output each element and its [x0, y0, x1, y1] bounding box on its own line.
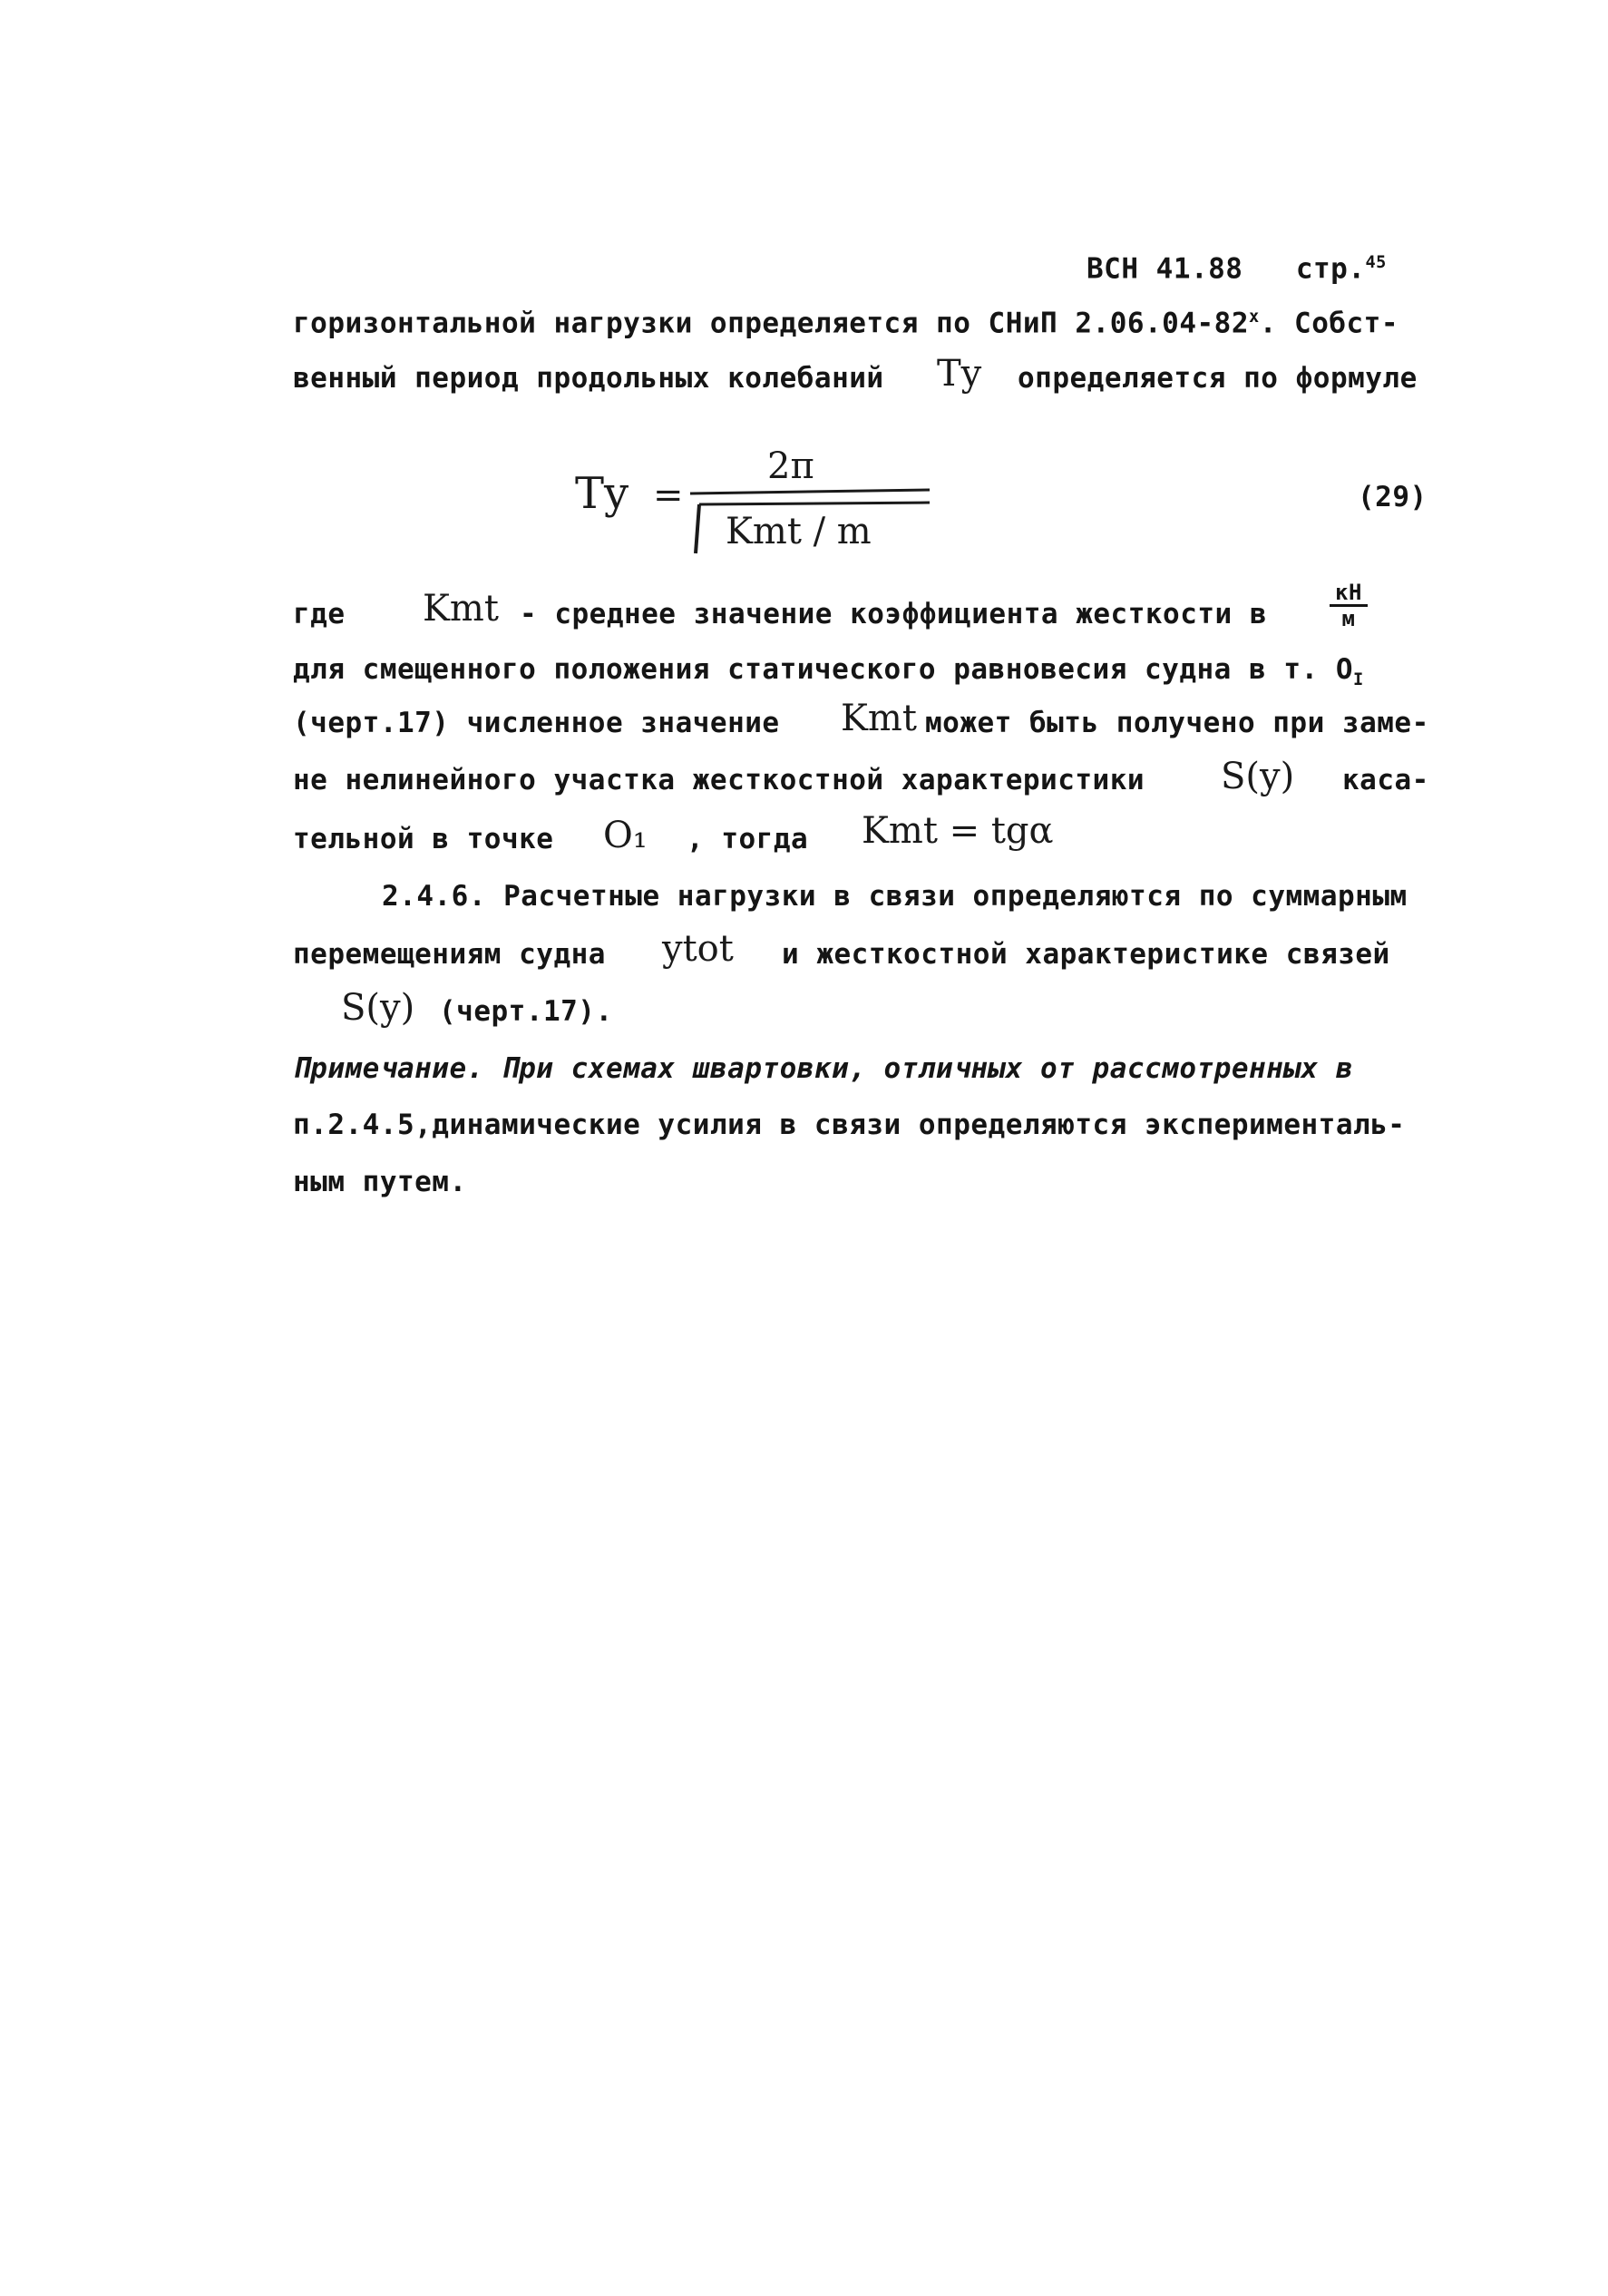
symbol-Sy: S(y): [1221, 756, 1295, 797]
symbol-Sy-2: S(y): [341, 987, 415, 1029]
symbol-Ty: Ty: [937, 353, 982, 395]
formula-numerator: 2π: [767, 445, 814, 487]
radical-bar: [699, 503, 930, 504]
note-line-1: Примечание. При схемах швартовки, отличных от рассмотренных в: [293, 1052, 1353, 1085]
expr-Kmt-tg-alpha: Kmt = tgα: [862, 810, 1054, 852]
radical-sign: [696, 504, 699, 553]
section-line-3: (черт.17).: [439, 995, 613, 1028]
where-line-2: для смещенного положения статического равновесия судна в т. $O_I$: [293, 653, 1364, 690]
where-line-4b: каса-: [1342, 764, 1429, 796]
section-line-2b: и жесткостной характеристике связей: [782, 938, 1390, 971]
where-line-4a: не нелинейного участка жесткостной характеристики: [293, 764, 1145, 796]
section-line-1: 2.4.6. Расчетные нагрузки в связи определяются по суммарным: [382, 880, 1408, 913]
page-header: [1087, 245, 1387, 287]
formula-lhs: Ty: [575, 468, 629, 519]
where-line-1: - среднее значение коэффициента жесткости в: [520, 598, 1268, 630]
intro-line-2: венный период продольных колебаний: [293, 362, 884, 395]
intro-line-1: горизонтальной нагрузки определяется по СНиП $2.06.04-82^х$. Собст-: [293, 307, 1399, 340]
where-line-5a: тельной в точке: [293, 823, 554, 855]
where-line-1-label: где: [293, 598, 346, 630]
formula-denominator: Kmt / m: [726, 511, 872, 552]
doc-code: ВСН 41.88: [1087, 252, 1243, 286]
page-number: 45: [1365, 253, 1387, 272]
symbol-Kmt-2: Kmt: [841, 698, 917, 739]
intro-line-2-end: определяется по формуле: [1018, 362, 1418, 395]
note-line-3: ным путем.: [293, 1166, 467, 1198]
unit-fraction: кН м: [1330, 581, 1368, 630]
section-line-2a: перемещениям судна: [293, 938, 606, 971]
formula-equals: =: [653, 474, 684, 516]
symbol-Kmt: Kmt: [423, 588, 499, 630]
where-line-3b: может быть получено при заме-: [925, 707, 1429, 739]
page-label: стр.: [1295, 252, 1366, 286]
where-line-3a: (черт.17) численное значение: [293, 707, 780, 739]
fraction-bar: [690, 490, 930, 493]
note-line-2: п.2.4.5,динамические усилия в связи определяются эксперименталь-: [293, 1109, 1406, 1141]
symbol-ytot: ytot: [662, 928, 734, 970]
symbol-O1: O₁: [603, 815, 648, 856]
where-line-5b: , тогда: [687, 823, 809, 855]
equation-number: (29): [1358, 481, 1428, 513]
